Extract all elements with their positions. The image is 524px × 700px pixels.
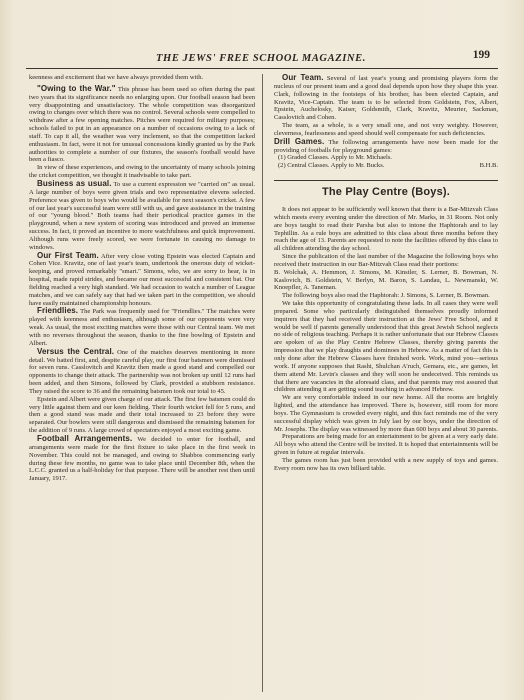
right-column bbox=[274, 74, 498, 473]
page-header bbox=[26, 49, 496, 67]
paragraph: We take this opportunity of congratulating these lads. In all cases they were well prepared. Some who particularly distinguished themselves proudly informed inquirers that they had received their instruction at the Jews' Free School, and it would be well if parents generally understood that this great Jewish School neglects no side of religious teaching. Perhaps it is rather unfortunate that our Hebrew Classes are spoken of as the Play Centre Hebrew Classes, thereby giving parents the impression that we play draughts and dominoes in Hebrew. As a matter of fact this is only done after the Hebrew Classes have finished work. Work, mind you—serious work. If anyone supposes that Rashi, Shulchan A'ruch, Gemara, etc., are games, let them attend Mr. Levin's classes and they will soon be undeceived. This reminds us that there are vacancies in the aforesaid class, and that parents may rest assured that children attending it are getting sound teaching in advanced Hebrew. bbox=[274, 300, 498, 394]
paragraph: Versus the Central. One of the matches deserves mentioning in more detail. We batted first, and, despite careful play, our first four batsmen were dismissed for seven runs. Casslovitch and Kravitz then made a good stand and compelled our opponents to change their attack. The partnership was not broken up until 12 runs had been added, and then Simons, followed by Clark, provided a stubborn resistance. They raised the score to 36 and the remaining batsmen took our total to 45. bbox=[29, 346, 256, 395]
paragraph: Drill Games. The following arrangements have now been made for the providing of footballs for playground games: bbox=[274, 136, 498, 154]
section-rule bbox=[274, 180, 498, 181]
paragraph: Epstein and Albert were given charge of our attack. The first few batsmen could do very little against them and our keen fielding. Their fourth wicket fell for 5 runs, and then a good stand was made and their total increased to 23 before they were separated. Our bowlers were still dangerous and dismissed the remaining batsmen for the addition of 9 runs. A large crowd of spectators enjoyed a most exciting game. bbox=[29, 395, 255, 435]
section-heading: Business as usual. bbox=[37, 178, 112, 188]
section-heading: Friendlies. bbox=[37, 306, 79, 316]
paragraph: The following boys also read the Haphtorah: J. Simons, S. Lerner, B. Bowman. bbox=[282, 292, 490, 300]
paragraph: Our Team. Several of last year's young and promising players form the nucleus of our present team and a good deal depends upon how they shape this year. Clark, following in the footsteps of his brother, has been elected Captain, and Kravitz, Vice-Captain. The team is to be selected from Goldstein, Fox, Albert, Epstein, Auchelosky, Kaiser, Goldsmith, Clark, Kravitz, Meurier, Sackman, Casslovitch and Cohen. bbox=[274, 73, 498, 122]
section-heading: "Owing to the War." bbox=[37, 83, 116, 93]
paragraph: It does not appear to be sufficiently well known that there is a Bar-Mitzvah Class which meets every evening under the direction of Mr. Marks, in 31 Room. Not only are boys taught to read their Parsha but also to intone the Haphtorah and to lay Tephillin. As a rule boys are admitted to this class about three months before they reach the age of 13. Parents are requested to note the facilities offered by this class to all children attending the day school. bbox=[274, 205, 498, 253]
paragraph: keenness and excitement that we have always provided them with. bbox=[29, 74, 204, 81]
paragraph: In view of these experiences, and owing to the uncertainty of many schools joining the cricket competition, we thought it inadvisable to take part. bbox=[29, 164, 255, 180]
paragraph: Friendlies. The Park was frequently used for "Friendlies." The matches were played with keenness and enthusiasm, although some of our opponents were very weak. As usual, the most exciting matches were those with our Central team. We met with no reverses throughout the season, thanks to the fine bowling of Epstein and Albert. bbox=[29, 306, 255, 347]
paragraph: Since the publication of the last number of the Magazine the following boys who received their instruction in our Bar-Mitzvah Class read their portions: bbox=[274, 253, 498, 268]
left-column bbox=[29, 74, 255, 483]
paragraph: Preparations are being made for an entertainment to be given at a very early date. All boys who attend the Centre will be invited. It is hoped that entertainments will be given in future at regular intervals. bbox=[274, 433, 498, 457]
section-heading: Football Arrangements. bbox=[37, 433, 133, 443]
paragraph: Our First Team. After very close voting Epstein was elected Captain and Cohen Vice. Kravitz, one of last year's team, undertook the onerous duty of wicket-keeping, and proved remarkably "smart." Simons, who, we are sorry to hear, is in hospital, made rapid strides, and became our most successful and consistent bat. Our fielding reached a very high standard. We had occasion to watch a number of League matches, and we can safely say that had we taken part in the competition, we should have easily maintained championship honours. bbox=[29, 250, 255, 307]
paragraph: B. Wolchak, A. Hemmon, J. Simons, M. Kinstler, S. Lerner, B. Bowman, N. Kaslovich, B. Goldstein, V. Berlyn, M. Baron, S. Landau, L. Newmanski, W. Knoepfler, A. Taneman. bbox=[274, 268, 498, 292]
paragraph: We are very comfortable indeed in our new home. All the rooms are brightly lighted, and the attendance has improved. There is, however, still room for more boys. The Gymnasium is crowded every night, and this fact reminds me of the very successful display which was given in July last by our boys, under the direction of Mr. Josephs. The display was witnessed by more than 600 boys and about 30 parents. bbox=[274, 394, 498, 433]
paragraph: Football Arrangements. We decided to enter for football, and arrangements were made for the first fixture to take place in the first week in November. This could not be managed, and owing to Shabbos commencing early during these few months, no game was to take place until December 8th, when the L.C.C. granted us a half-holiday for that purpose. There will be another rest then until January, 1917. bbox=[29, 433, 255, 483]
page-number: 199 bbox=[472, 49, 490, 61]
paragraph: Business as usual. To use a current expression we "carried on" as usual. A large number of boys were given trials and two representative elevens selected. Preference was given to boys who would be available for next season's cricket. A few of our last year's successful team were still with us, and gave assistance in the training of our "young blood." Both teams had their periodical practice games in the playground, when a new system of scoring was introduced and proved an immense success. In fact, it proved an incentive to more watchfulness and quick improvement. Although runs were freely scored, we were fortunate in causing no damage to windows. bbox=[29, 178, 255, 251]
section-heading: Our First Team. bbox=[37, 250, 99, 260]
paragraph: The games room has just been provided with a new supply of toys and games. Every room now has its own billiard table. bbox=[274, 456, 498, 472]
signature: B.H.B. bbox=[479, 162, 498, 170]
column-divider bbox=[262, 74, 263, 692]
list-item: (1) Graded Classes. Apply to Mr. Michaels. bbox=[278, 154, 393, 162]
magazine-title: THE JEWS' FREE SCHOOL MAGAZINE. bbox=[156, 52, 366, 64]
section-heading: Versus the Central. bbox=[37, 346, 115, 356]
header-rule bbox=[26, 68, 498, 69]
paragraph: The team, as a whole, is a very small one, and not very weighty. However, cleverness, fearlessness and speed should well compensate for such deficiencies. bbox=[274, 122, 498, 137]
list-item: (2) Central Classes. Apply to Mr. Bucks. B.H.B. bbox=[278, 162, 498, 170]
paragraph: "Owing to the War." This phrase has been used so often during the past two years that its significance needs no enlarging upon. Our football season had been very disappointing and unsatisfactory. The whole competition was disorganized owing to changes over which there was no control. Several schools were compelled to withdraw after a few opening matches. Pitches were required for military purposes; schools failed to put in an appearance on a number of occasions owing to a lack of staff. To cap it all, the weather was very inclement, so that the competition lacked enthusiasm. In fact, were it not for unusual concessions kindly granted us by the Park authorities to complete a number of our fixtures, the season's football would have been a fiasco. bbox=[29, 83, 255, 164]
section-title: The Play Centre (Boys). bbox=[321, 186, 451, 199]
section-heading: Our Team. bbox=[282, 73, 324, 82]
section-heading: Drill Games. bbox=[274, 136, 325, 146]
